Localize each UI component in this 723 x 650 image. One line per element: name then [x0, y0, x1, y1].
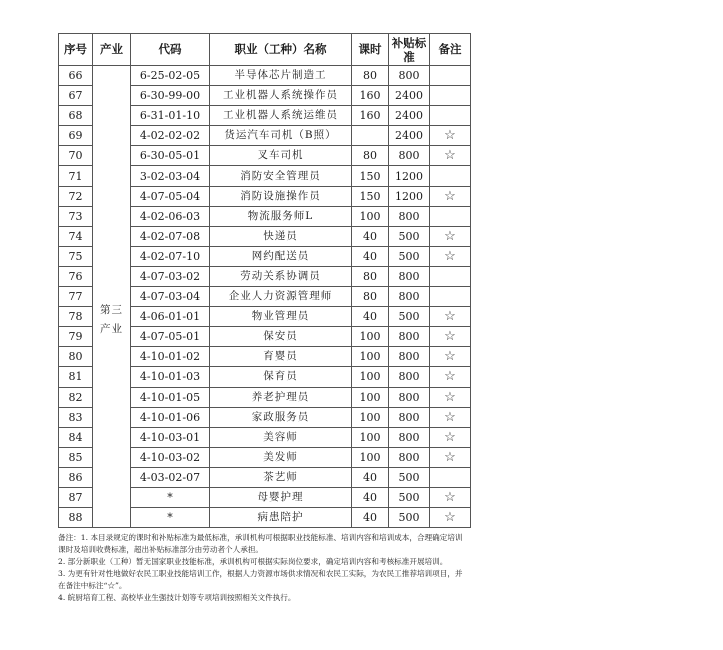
row-code: 4-06-01-01: [131, 307, 210, 327]
row-seq: 83: [59, 407, 93, 427]
row-hours: 40: [352, 467, 389, 487]
row-remark-star: [430, 266, 471, 286]
row-occupation-name: 工业机器人系统操作员: [210, 86, 352, 106]
table-row: [59, 66, 471, 86]
footnotes: [58, 532, 470, 604]
row-hours: 40: [352, 307, 389, 327]
row-code: 4-07-05-01: [131, 327, 210, 347]
occupation-subsidy-table: [58, 33, 471, 528]
row-hours: 100: [352, 347, 389, 367]
row-remark-star: ☆: [430, 327, 471, 347]
row-occupation-name: 茶艺师: [210, 467, 352, 487]
row-subsidy: 2400: [389, 86, 430, 106]
row-remark-star: ☆: [430, 186, 471, 206]
row-code: 4-07-03-02: [131, 266, 210, 286]
table-body: [59, 66, 471, 528]
row-subsidy: 800: [389, 347, 430, 367]
header-code: 代码: [131, 34, 210, 66]
row-remark-star: [430, 106, 471, 126]
row-seq: 87: [59, 487, 93, 507]
row-code: 4-10-03-02: [131, 447, 210, 467]
row-subsidy: 1200: [389, 186, 430, 206]
row-remark-star: ☆: [430, 307, 471, 327]
row-remark-star: ☆: [430, 347, 471, 367]
row-remark-star: [430, 206, 471, 226]
row-seq: 66: [59, 66, 93, 86]
row-hours: 80: [352, 146, 389, 166]
row-occupation-name: 美容师: [210, 427, 352, 447]
row-hours: 100: [352, 407, 389, 427]
row-occupation-name: 工业机器人系统运维员: [210, 106, 352, 126]
row-seq: 67: [59, 86, 93, 106]
row-hours: 80: [352, 266, 389, 286]
row-subsidy: 800: [389, 206, 430, 226]
row-code: 4-10-01-02: [131, 347, 210, 367]
footnote-item: 2. 部分新职业（工种）暂无国家职业技能标准，承训机构可根据实际岗位要求，确定培训内容和考核标准开展培训。: [58, 557, 448, 567]
row-subsidy: 800: [389, 266, 430, 286]
row-seq: 76: [59, 266, 93, 286]
row-remark-star: ☆: [430, 427, 471, 447]
row-occupation-name: 消防设施操作员: [210, 186, 352, 206]
row-hours: 80: [352, 66, 389, 86]
row-code: 4-07-03-04: [131, 287, 210, 307]
row-hours: 100: [352, 206, 389, 226]
row-remark-star: [430, 166, 471, 186]
row-code: 4-02-07-08: [131, 226, 210, 246]
row-occupation-name: 物业管理员: [210, 307, 352, 327]
row-occupation-name: 家政服务员: [210, 407, 352, 427]
row-hours: 100: [352, 387, 389, 407]
row-hours: 160: [352, 106, 389, 126]
row-seq: 71: [59, 166, 93, 186]
header-industry: 产业: [93, 34, 131, 66]
row-remark-star: ☆: [430, 487, 471, 507]
footnote-item: 备注：1. 本目录规定的课时和补贴标准为最低标准，承训机构可根据职业技能标准、培训内容和培训成本，合理确定培训课时及培训收费标准，超出补贴标准部分由劳动者个人承担。: [58, 533, 463, 555]
row-occupation-name: 物流服务师L: [210, 206, 352, 226]
header-occupation: 职业（工种）名称: [210, 34, 352, 66]
row-remark-star: ☆: [430, 146, 471, 166]
row-remark-star: ☆: [430, 367, 471, 387]
row-hours: [352, 126, 389, 146]
row-seq: 86: [59, 467, 93, 487]
row-hours: 100: [352, 427, 389, 447]
row-subsidy: 800: [389, 427, 430, 447]
industry-cell: [93, 66, 131, 528]
row-occupation-name: 病患陪护: [210, 508, 352, 528]
row-hours: 100: [352, 367, 389, 387]
row-seq: 73: [59, 206, 93, 226]
row-subsidy: 800: [389, 367, 430, 387]
row-remark-star: ☆: [430, 126, 471, 146]
row-occupation-name: 企业人力资源管理师: [210, 287, 352, 307]
row-code: 6-30-05-01: [131, 146, 210, 166]
row-hours: 150: [352, 186, 389, 206]
row-code: 6-25-02-05: [131, 66, 210, 86]
row-hours: 80: [352, 287, 389, 307]
row-code: 4-10-01-03: [131, 367, 210, 387]
row-seq: 78: [59, 307, 93, 327]
footnote-item: 4. 皖厨培育工程、高校毕业生强技计划等专项培训按照相关文件执行。: [58, 593, 296, 603]
row-hours: 160: [352, 86, 389, 106]
row-remark-star: ☆: [430, 226, 471, 246]
row-occupation-name: 母婴护理: [210, 487, 352, 507]
row-remark-star: [430, 287, 471, 307]
row-hours: 40: [352, 487, 389, 507]
table-header-row: [59, 34, 471, 66]
header-subsidy: 补贴标准: [389, 34, 430, 66]
row-subsidy: 800: [389, 287, 430, 307]
row-occupation-name: 消防安全管理员: [210, 166, 352, 186]
row-subsidy: 800: [389, 407, 430, 427]
row-seq: 81: [59, 367, 93, 387]
row-code: 3-02-03-04: [131, 166, 210, 186]
row-code: 6-31-01-10: [131, 106, 210, 126]
row-remark-star: ☆: [430, 387, 471, 407]
row-seq: 75: [59, 246, 93, 266]
row-seq: 70: [59, 146, 93, 166]
row-seq: 84: [59, 427, 93, 447]
row-subsidy: 800: [389, 66, 430, 86]
row-remark-star: ☆: [430, 508, 471, 528]
row-code: 4-07-05-04: [131, 186, 210, 206]
row-hours: 40: [352, 508, 389, 528]
row-subsidy: 2400: [389, 106, 430, 126]
row-code: *: [131, 508, 210, 528]
row-remark-star: ☆: [430, 246, 471, 266]
row-subsidy: 500: [389, 487, 430, 507]
row-subsidy: 800: [389, 447, 430, 467]
row-code: 4-10-03-01: [131, 427, 210, 447]
row-code: 4-02-07-10: [131, 246, 210, 266]
row-occupation-name: 网约配送员: [210, 246, 352, 266]
industry-label: 第三产业: [100, 304, 123, 335]
row-hours: 100: [352, 327, 389, 347]
document: [58, 33, 470, 604]
row-code: 4-02-02-02: [131, 126, 210, 146]
row-hours: 40: [352, 246, 389, 266]
row-subsidy: 500: [389, 508, 430, 528]
row-subsidy: 2400: [389, 126, 430, 146]
row-seq: 77: [59, 287, 93, 307]
row-seq: 72: [59, 186, 93, 206]
row-occupation-name: 叉车司机: [210, 146, 352, 166]
row-subsidy: 800: [389, 387, 430, 407]
row-seq: 68: [59, 106, 93, 126]
row-remark-star: ☆: [430, 407, 471, 427]
row-code: 4-03-02-07: [131, 467, 210, 487]
row-occupation-name: 劳动关系协调员: [210, 266, 352, 286]
row-code: 4-10-01-06: [131, 407, 210, 427]
row-subsidy: 500: [389, 226, 430, 246]
row-occupation-name: 快递员: [210, 226, 352, 246]
row-remark-star: [430, 467, 471, 487]
row-occupation-name: 半导体芯片制造工: [210, 66, 352, 86]
row-hours: 40: [352, 226, 389, 246]
row-remark-star: ☆: [430, 447, 471, 467]
row-subsidy: 800: [389, 327, 430, 347]
row-hours: 100: [352, 447, 389, 467]
row-subsidy: 800: [389, 146, 430, 166]
row-code: 4-02-06-03: [131, 206, 210, 226]
row-subsidy: 500: [389, 467, 430, 487]
row-seq: 85: [59, 447, 93, 467]
header-remark: 备注: [430, 34, 471, 66]
header-seq: 序号: [59, 34, 93, 66]
row-hours: 150: [352, 166, 389, 186]
row-occupation-name: 保安员: [210, 327, 352, 347]
footnote-item: 3. 为更有针对性地做好农民工职业技能培训工作，根据人力资源市场供求情况和农民工实际，为农民工推荐培训项目，并在备注中标注“☆”。: [58, 569, 463, 591]
row-code: 6-30-99-00: [131, 86, 210, 106]
row-code: *: [131, 487, 210, 507]
row-subsidy: 1200: [389, 166, 430, 186]
row-occupation-name: 育婴员: [210, 347, 352, 367]
row-seq: 69: [59, 126, 93, 146]
row-seq: 80: [59, 347, 93, 367]
row-seq: 82: [59, 387, 93, 407]
row-occupation-name: 货运汽车司机（B照）: [210, 126, 352, 146]
header-hours: 课时: [352, 34, 389, 66]
row-code: 4-10-01-05: [131, 387, 210, 407]
row-occupation-name: 保育员: [210, 367, 352, 387]
row-occupation-name: 养老护理员: [210, 387, 352, 407]
row-remark-star: [430, 66, 471, 86]
row-subsidy: 500: [389, 307, 430, 327]
row-seq: 79: [59, 327, 93, 347]
row-seq: 74: [59, 226, 93, 246]
row-occupation-name: 美发师: [210, 447, 352, 467]
row-seq: 88: [59, 508, 93, 528]
row-remark-star: [430, 86, 471, 106]
row-subsidy: 500: [389, 246, 430, 266]
